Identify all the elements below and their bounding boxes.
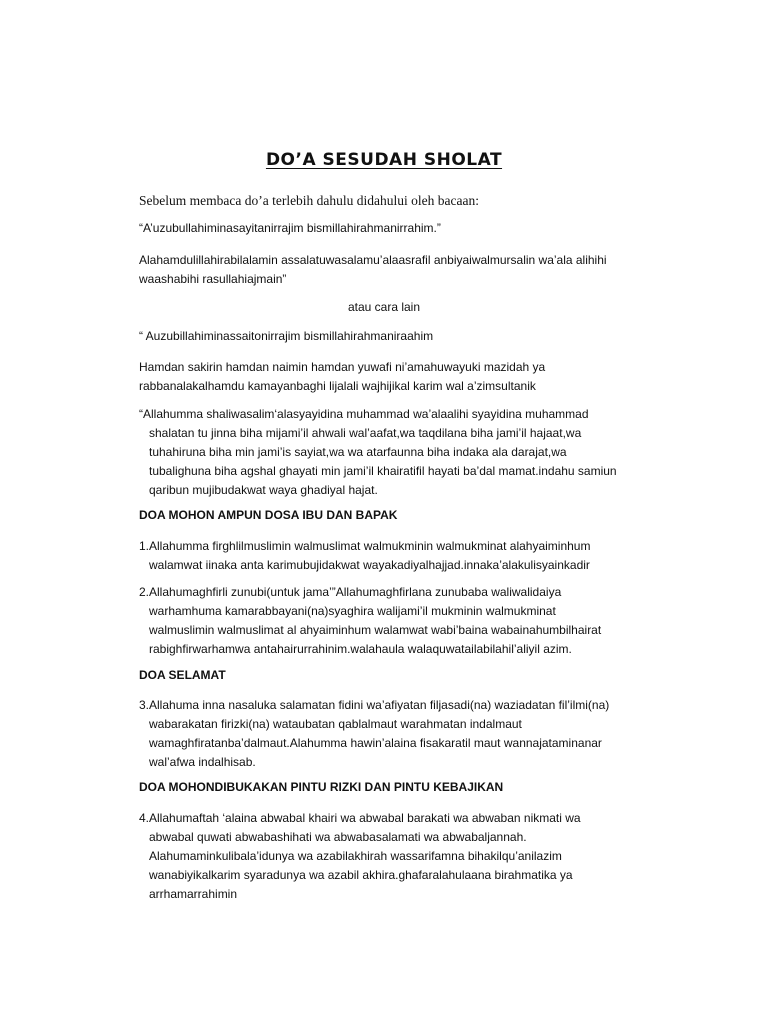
- prayer-item-4-line-1: 4.Allahumaftah ‘alaina abwabal khairi wa abwabal barakati wa abwaban nikmati wa: [139, 811, 581, 825]
- prayer-item-3-line-2: wabarakatan firizki(na) wataubatan qablalmaut warahmatan indalmaut: [149, 717, 522, 731]
- section-heading-rizki: DOA MOHONDIBUKAKAN PINTU RIZKI DAN PINTU KEBAJIKAN: [139, 780, 504, 794]
- prayer-item-3-line-4: wal’afwa indalhisab.: [149, 755, 256, 769]
- prayer-item-4-line-5: arrhamarrahimin: [149, 887, 238, 901]
- hamdalah-alt-line-2: rabbanalakalhamdu kamayanbaghi lijalali wajhijikal karim wal a’zimsultanik: [139, 379, 536, 393]
- prayer-item-4-line-2: abwabal quwati abwabashihati wa abwabasalamati wa abwabaljannah.: [149, 830, 527, 844]
- section-heading-selamat: DOA SELAMAT: [139, 668, 226, 682]
- prayer-item-2: [139, 583, 659, 659]
- hamdalah-alt-paragraph: [139, 358, 659, 396]
- prayer-item-3: [139, 696, 659, 772]
- prayer-item-2-line-1: 2.Allahumaghfirli zunubi(untuk jama’”Allahumaghfirlana zunubaba waliwalidaiya: [139, 585, 562, 599]
- prayer-item-4-line-4: wanabiyikalkarim syaradunya wa azabil akhira.ghafaralahulaana birahmatika ya: [149, 868, 573, 882]
- prayer-item-2-line-4: rabighfirwarhamwa antahairurrahinim.walahaula walaquwatailabilahil’aliyil azim.: [149, 642, 572, 656]
- document-title: DO’A SESUDAH SHOLAT: [265, 150, 503, 170]
- section-heading-ampun: DOA MOHON AMPUN DOSA IBU DAN BAPAK: [139, 508, 398, 522]
- prayer-item-3-line-1: 3.Allahuma inna nasaluka salamatan fidini wa’afiyatan filjasadi(na) waziadatan fil’ilmi(na): [139, 698, 610, 712]
- prayer-item-2-line-3: walmuslimin walmuslimat al ahyaiminhum walamwat wabi’baina wabainahumbilhairat: [149, 623, 602, 637]
- prayer-item-4: [139, 809, 659, 904]
- ta-awwudz-alt-line: “ Auzubillahiminassaitonirrajim bismillahirahmaniraahim: [139, 329, 434, 343]
- shalawat-line-2: shalatan tu jinna biha mijami’il ahwali wal’aafat,wa taqdilana biha jami’il hajaat,wa: [149, 426, 582, 440]
- shalawat-line-3: tuhahiruna biha min jami’is sayiat,wa wa atarfaunna biha indaka ala darajat,wa: [149, 445, 567, 459]
- shalawat-line-4: tubalighuna biha agshal ghayati min jami’il khairatifil hayati ba’dal mamat.indahu samiun: [149, 464, 617, 478]
- hamdalah-alt-line-1: Hamdan sakirin hamdan naimin hamdan yuwafi ni’amahuwayuki mazidah ya: [139, 360, 546, 374]
- ta-awwudz-line: “A’uzubullahiminasayitanirrajim bismillahirahmanirrahim.”: [139, 221, 441, 235]
- intro-text: Sebelum membaca do’a terlebih dahulu didahului oleh bacaan:: [139, 193, 480, 208]
- shalawat-line-1: “Allahumma shaliwasalim‘alasyayidina muhammad wa’alaalihi syayidina muhammad: [139, 407, 589, 421]
- prayer-item-2-line-2: warhamhuma kamarabbayani(na)syaghira walijami’il mukminin walmukminat: [149, 604, 556, 618]
- prayer-item-4-line-3: Alahumaminkulibala’idunya wa azabilakhirah wassarifamna bihakilqu’anilazim: [149, 849, 562, 863]
- prayer-item-1: [139, 537, 659, 575]
- prayer-item-1-line-1: 1.Allahumma firghlilmuslimin walmuslimat walmukminin walmukminat alahyaiminhum: [139, 539, 591, 553]
- hamdalah-line-2: waashabihi rasullahiajmain”: [139, 272, 287, 286]
- shalawat-line-5: qaribun mujibudakwat waya ghadiyal hajat.: [149, 483, 378, 497]
- shalawat-paragraph: [139, 405, 659, 500]
- hamdalah-paragraph: [139, 251, 659, 289]
- prayer-item-3-line-3: wamaghfiratanba’dalmaut.Alahumma hawin’alaina fisakaratil maut wannajataminanar: [149, 736, 602, 750]
- hamdalah-line-1: Alahamdulillahirabilalamin assalatuwasalamu’alaasrafil anbiyaiwalmursalin wa’ala alihihi: [139, 253, 607, 267]
- prayer-item-1-line-2: walamwat iinaka anta karimubujidakwat wayakadiyalhajjad.innaka’alakulisyainkadir: [149, 558, 590, 572]
- alternative-note: atau cara lain: [347, 300, 421, 314]
